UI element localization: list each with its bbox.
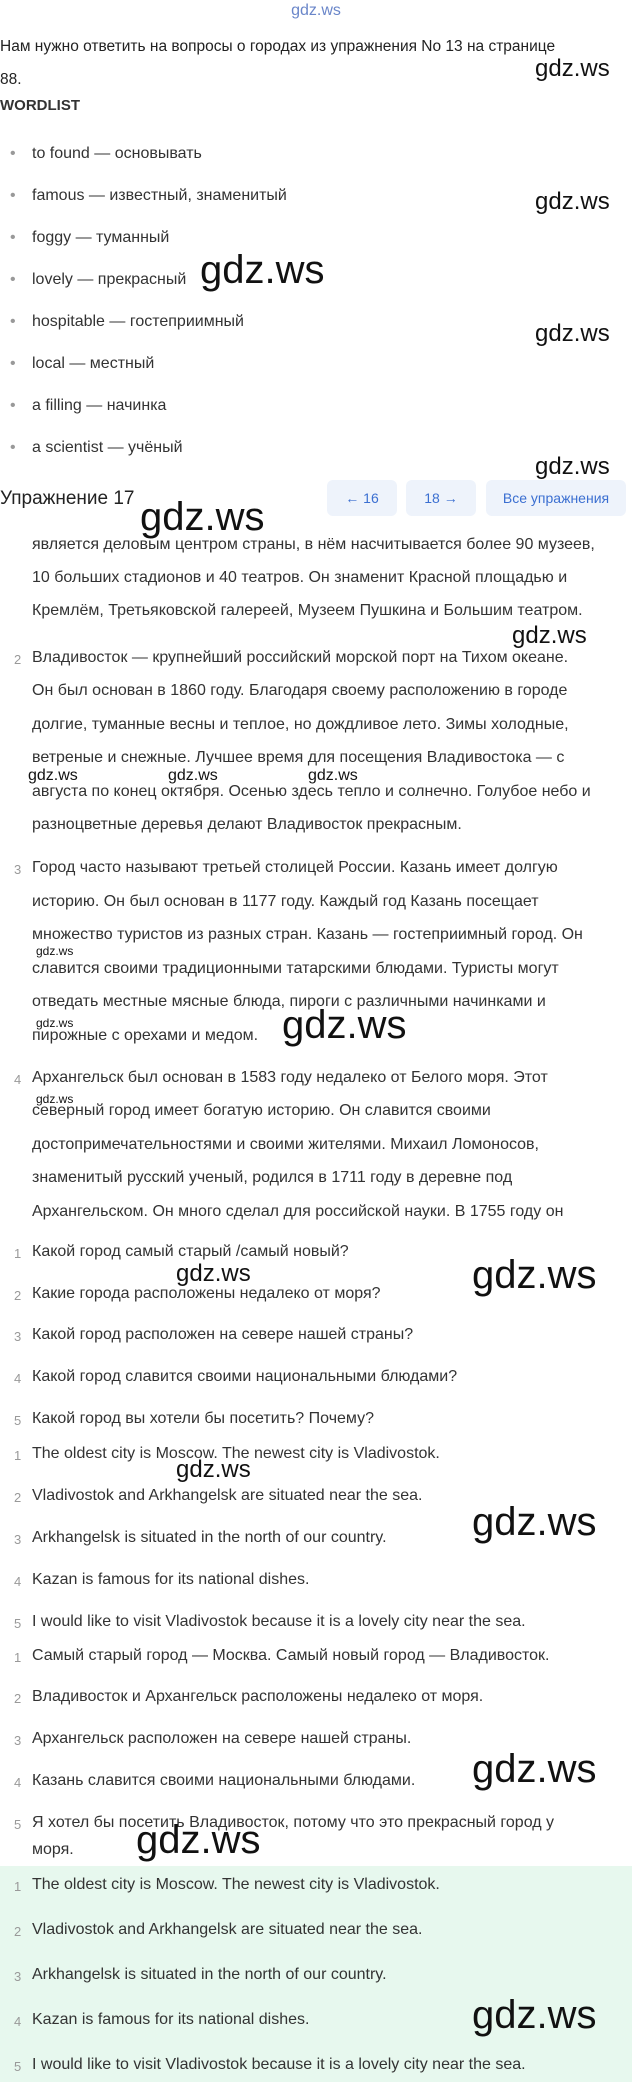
answer-number: 5 [14,1616,22,1631]
answer-ru: Владивосток и Архангельск расположены недалеко от моря. [32,1688,484,1705]
final-answer: The oldest city is Moscow. The newest city is Vladivostok. [32,1876,440,1893]
answer-number: 2 [14,1490,22,1505]
paragraph-number: 3 [14,862,22,877]
watermark: gdz.ws [472,1253,597,1297]
answer-number: 1 [14,1448,22,1463]
final-answer: Vladivostok and Arkhangelsk are situated near the sea. [32,1921,423,1938]
wordlist-item: • hospitable — гостеприимный [10,313,244,330]
watermark: gdz.ws [535,188,610,215]
next-exercise-button[interactable]: 18 → [406,480,476,516]
question-ru: Какой город расположен на севере нашей страны? [32,1326,414,1343]
wordlist-item: • a scientist — учёный [10,439,183,456]
wordlist-item-text: foggy — туманный [32,229,170,246]
paragraph-line: Архангельск был основан в 1583 году недалеко от Белого моря. Этот [32,1069,548,1086]
paragraph-line: 10 больших стадионов и 40 театров. Он знаменит Красной площадью и [32,569,568,586]
answer-en: Kazan is famous for its national dishes. [32,1571,310,1588]
answer-number: 3 [14,1969,22,1984]
watermark: gdz.ws [168,767,218,784]
question-number: 4 [14,1371,22,1386]
watermark: gdz.ws [282,1003,407,1047]
answer-number: 5 [14,1817,22,1832]
final-answer: I would like to visit Vladivostok because it is a lovely city near the sea. [32,2056,526,2073]
watermark: gdz.ws [28,767,78,784]
intro-line-1: Нам нужно ответить на вопросы о городах из упражнения No 13 на странице [0,38,556,55]
intro-line-2: 88. [0,71,22,88]
wordlist-item: • local — местный [10,355,155,372]
watermark: gdz.ws [535,320,610,347]
watermark: gdz.ws [36,1092,74,1106]
watermark: gdz.ws [136,1818,261,1862]
wordlist-item-text: famous — известный, знаменитый [32,187,287,204]
paragraph-line: является деловым центром страны, в нём насчитывается более 90 музеев, [32,536,595,553]
paragraph-line: отведать местные мясные блюда, пироги с различными начинками и [32,993,546,1010]
watermark: gdz.ws [36,944,74,958]
paragraph-line: разноцветные деревья делают Владивосток прекрасным. [32,816,462,833]
paragraph-line: Архангельском. Он много сделал для российской науки. В 1755 году он [32,1203,564,1220]
paragraph-line: достопримечательностями и своими жителями. Михаил Ломоносов, [32,1136,539,1153]
watermark: gdz.ws [308,767,358,784]
paragraph-line: славится своими традиционными татарскими блюдами. Туристы могут [32,960,559,977]
answer-en: I would like to visit Vladivostok because it is a lovely city near the sea. [32,1613,526,1630]
answer-number: 1 [14,1650,22,1665]
watermark: gdz.ws [472,1500,597,1544]
paragraph-line: Владивосток — крупнейший российский морской порт на Тихом океане. [32,649,569,666]
top-watermark: gdz.ws [291,2,341,19]
question-number: 1 [14,1246,22,1261]
paragraph-line: августа по конец октября. Осенью здесь тепло и солнечно. Голубое небо и [32,783,591,800]
answer-ru: Казань славится своими национальными блюдами. [32,1772,416,1789]
wordlist-item-text: lovely — прекрасный [32,271,187,288]
answer-number: 4 [14,1775,22,1790]
question-number: 3 [14,1329,22,1344]
prev-exercise-button[interactable]: ← 16 [327,480,397,516]
answer-ru: Я хотел бы посетить Владивосток, потому что это прекрасный город у [32,1814,555,1831]
question-number: 2 [14,1288,22,1303]
watermark: gdz.ws [176,1260,251,1287]
answer-number: 1 [14,1879,22,1894]
wordlist-item: • a filling — начинка [10,397,167,414]
all-exercises-button[interactable]: Все упражнения [486,480,626,516]
answer-number: 2 [14,1924,22,1939]
question-ru: Какой город славится своими национальными блюдами? [32,1368,458,1385]
watermark: gdz.ws [200,248,325,292]
wordlist-item-text: a scientist — учёный [32,439,183,456]
watermark: gdz.ws [535,55,610,82]
answer-number: 5 [14,2059,22,2074]
paragraph-line: северный город имеет богатую историю. Он славится своими [32,1102,491,1119]
watermark: gdz.ws [472,1993,597,2037]
question-ru: Какой город вы хотели бы посетить? Почему? [32,1410,375,1427]
wordlist-item-text: a filling — начинка [32,397,167,414]
paragraph-line: пирожные с орехами и медом. [32,1027,259,1044]
wordlist-item-text: local — местный [32,355,155,372]
watermark: gdz.ws [176,1456,251,1483]
paragraph-number: 4 [14,1072,22,1087]
watermark: gdz.ws [36,1016,74,1030]
answer-number: 3 [14,1733,22,1748]
paragraph-line: долгие, туманные весны и теплое, но дождливое лето. Зимы холодные, [32,716,569,733]
paragraph-line: множество туристов из разных стран. Казань — гостеприимный город. Он [32,926,583,943]
answer-en: Arkhangelsk is situated in the north of our country. [32,1529,387,1546]
answer-number: 4 [14,1574,22,1589]
question-number: 5 [14,1413,22,1428]
wordlist-item: • famous — известный, знаменитый [10,187,287,204]
answer-number: 2 [14,1691,22,1706]
paragraph-line: знаменитый русский ученый, родился в 1711 году в деревне под [32,1169,513,1186]
wordlist-item: • foggy — туманный [10,229,170,246]
watermark: gdz.ws [140,495,265,539]
wordlist-item-text: to found — основывать [32,145,202,162]
wordlist-item: • to found — основывать [10,145,202,162]
question-ru: Какой город самый старый /самый новый? [32,1243,349,1260]
answer-en: The oldest city is Moscow. The newest city is Vladivostok. [32,1445,440,1462]
exercise-title: Упражнение 17 [0,488,135,509]
paragraph-line: Город часто называют третьей столицей России. Казань имеет долгую [32,859,558,876]
paragraph-line: Он был основан в 1860 году. Благодаря своему расположению в городе [32,682,568,699]
answer-ru: Архангельск расположен на севере нашей страны. [32,1730,412,1747]
watermark: gdz.ws [472,1747,597,1791]
wordlist-title: WORDLIST [0,97,80,114]
watermark: gdz.ws [512,622,587,649]
answer-ru: Самый старый город — Москва. Самый новый город — Владивосток. [32,1647,550,1664]
question-ru: Какие города расположены недалеко от моря? [32,1285,381,1302]
final-answer: Arkhangelsk is situated in the north of our country. [32,1966,387,1983]
answer-number: 3 [14,1532,22,1547]
paragraph-line: Кремлём, Третьяковской галереей, Музеем Пушкина и Большим театром. [32,602,583,619]
paragraph-line: историю. Он был основан в 1177 году. Каждый год Казань посещает [32,893,539,910]
wordlist-item-text: hospitable — гостеприимный [32,313,244,330]
wordlist-item: • lovely — прекрасный [10,271,187,288]
answer-en: Vladivostok and Arkhangelsk are situated near the sea. [32,1487,423,1504]
paragraph-number: 2 [14,652,22,667]
answer-number: 4 [14,2014,22,2029]
answer-ru-continuation: моря. [32,1841,74,1858]
paragraph-line: ветреные и снежные. Лучшее время для посещения Владивостока — с [32,749,565,766]
watermark: gdz.ws [535,453,610,480]
final-answer: Kazan is famous for its national dishes. [32,2011,310,2028]
